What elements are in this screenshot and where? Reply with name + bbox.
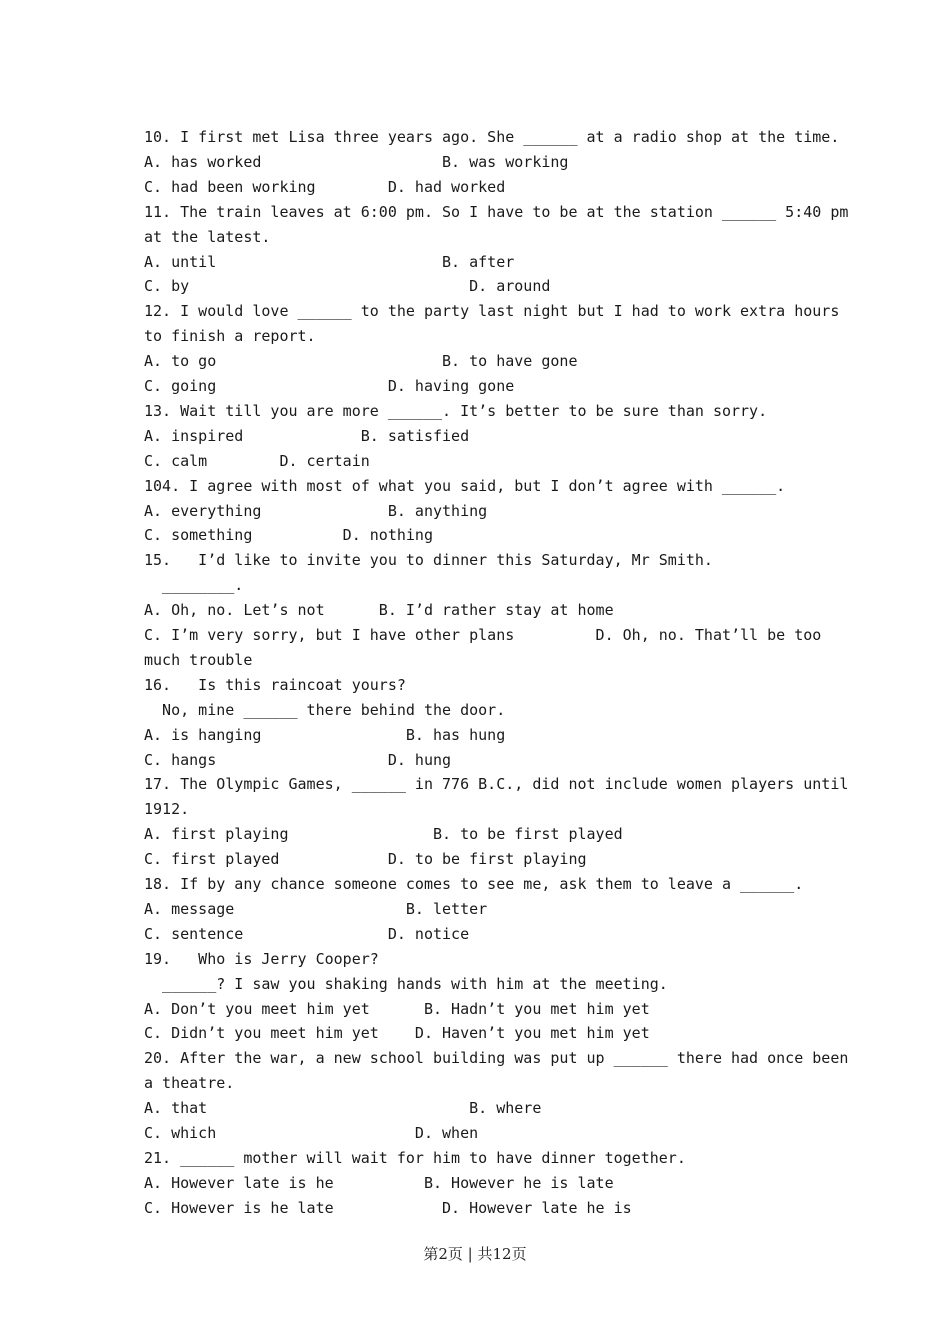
question-line-q18: A. message B. letter	[144, 899, 488, 918]
question-line-q13: C. calm D. certain	[144, 451, 370, 470]
question-line-q17: C. first played D. to be first playing	[144, 850, 587, 869]
question-line-q10: A. has worked B. was working	[144, 152, 569, 171]
question-stem-q11: 11. The train leaves at 6:00 pm. So I have to be at the station ______ 5:40 pm	[144, 202, 849, 221]
question-line-q14: C. something D. nothing	[144, 526, 433, 545]
question-line-q20: a theatre.	[144, 1074, 235, 1093]
question-stem-q20: 20. After the war, a new school building was put up ______ there had once been	[144, 1049, 849, 1068]
page-footer: 第2页 | 共12页	[423, 1245, 527, 1263]
question-stem-q19: 19. Who is Jerry Cooper?	[144, 949, 379, 968]
question-line-q12: C. going D. having gone	[144, 377, 515, 395]
question-stem-q15: 15. I’d like to invite you to dinner this Saturday, Mr Smith.	[144, 551, 713, 570]
question-stem-q16: 16. Is this raincoat yours?	[144, 675, 406, 694]
question-line-q20: A. that B. where	[144, 1099, 542, 1118]
question-stem-q12: 12. I would love ______ to the party last night but I had to work extra hours	[144, 302, 840, 321]
question-line-q19: ______? I saw you shaking hands with him at the meeting.	[144, 974, 668, 993]
question-line-q11: at the latest.	[144, 227, 271, 246]
question-stem-q14: 104. I agree with most of what you said, but I don’t agree with ______.	[144, 476, 786, 495]
question-line-q16: No, mine ______ there behind the door.	[144, 700, 506, 719]
question-line-q15: ________.	[144, 576, 244, 595]
question-line-q14: A. everything B. anything	[144, 501, 488, 520]
question-line-q16: C. hangs D. hung	[144, 750, 452, 769]
question-line-q19: C. Didn’t you meet him yet D. Haven’t you met him yet	[144, 1024, 650, 1043]
question-line-q15: C. I’m very sorry, but I have other plans D. Oh, no. That’ll be too	[144, 626, 822, 644]
question-line-q16: A. is hanging B. has hung	[144, 725, 506, 744]
question-line-q13: A. inspired B. satisfied	[144, 426, 470, 445]
question-line-q17: 1912.	[144, 800, 190, 819]
question-line-q21: A. However late is he B. However he is late	[144, 1173, 614, 1192]
question-stem-q17: 17. The Olympic Games, ______ in 776 B.C., did not include women players until	[144, 775, 849, 794]
question-line-q19: A. Don’t you meet him yet B. Hadn’t you met him yet	[144, 999, 650, 1018]
question-stem-q21: 21. ______ mother will wait for him to have dinner together.	[144, 1148, 686, 1167]
question-line-q20: C. which D. when	[144, 1124, 479, 1142]
question-line-q15: much trouble	[144, 650, 253, 669]
question-line-q18: C. sentence D. notice	[144, 924, 470, 943]
question-stem-q13: 13. Wait till you are more ______. It’s better to be sure than sorry.	[144, 401, 768, 420]
question-line-q21: C. However is he late D. However late he is	[144, 1198, 632, 1217]
question-line-q17: A. first playing B. to be first played	[144, 825, 623, 844]
question-line-q11: C. by D. around	[144, 277, 551, 296]
question-line-q15: A. Oh, no. Let’s not B. I’d rather stay at home	[144, 601, 614, 620]
question-line-q12: A. to go B. to have gone	[144, 352, 578, 371]
question-line-q10: C. had been working D. had worked	[144, 177, 506, 196]
question-line-q11: A. until B. after	[144, 252, 515, 271]
question-stem-q18: 18. If by any chance someone comes to see me, ask them to leave a ______.	[144, 875, 804, 893]
question-stem-q10: 10. I first met Lisa three years ago. She ______ at a radio shop at the time.	[144, 128, 840, 146]
question-line-q12: to finish a report.	[144, 327, 316, 346]
